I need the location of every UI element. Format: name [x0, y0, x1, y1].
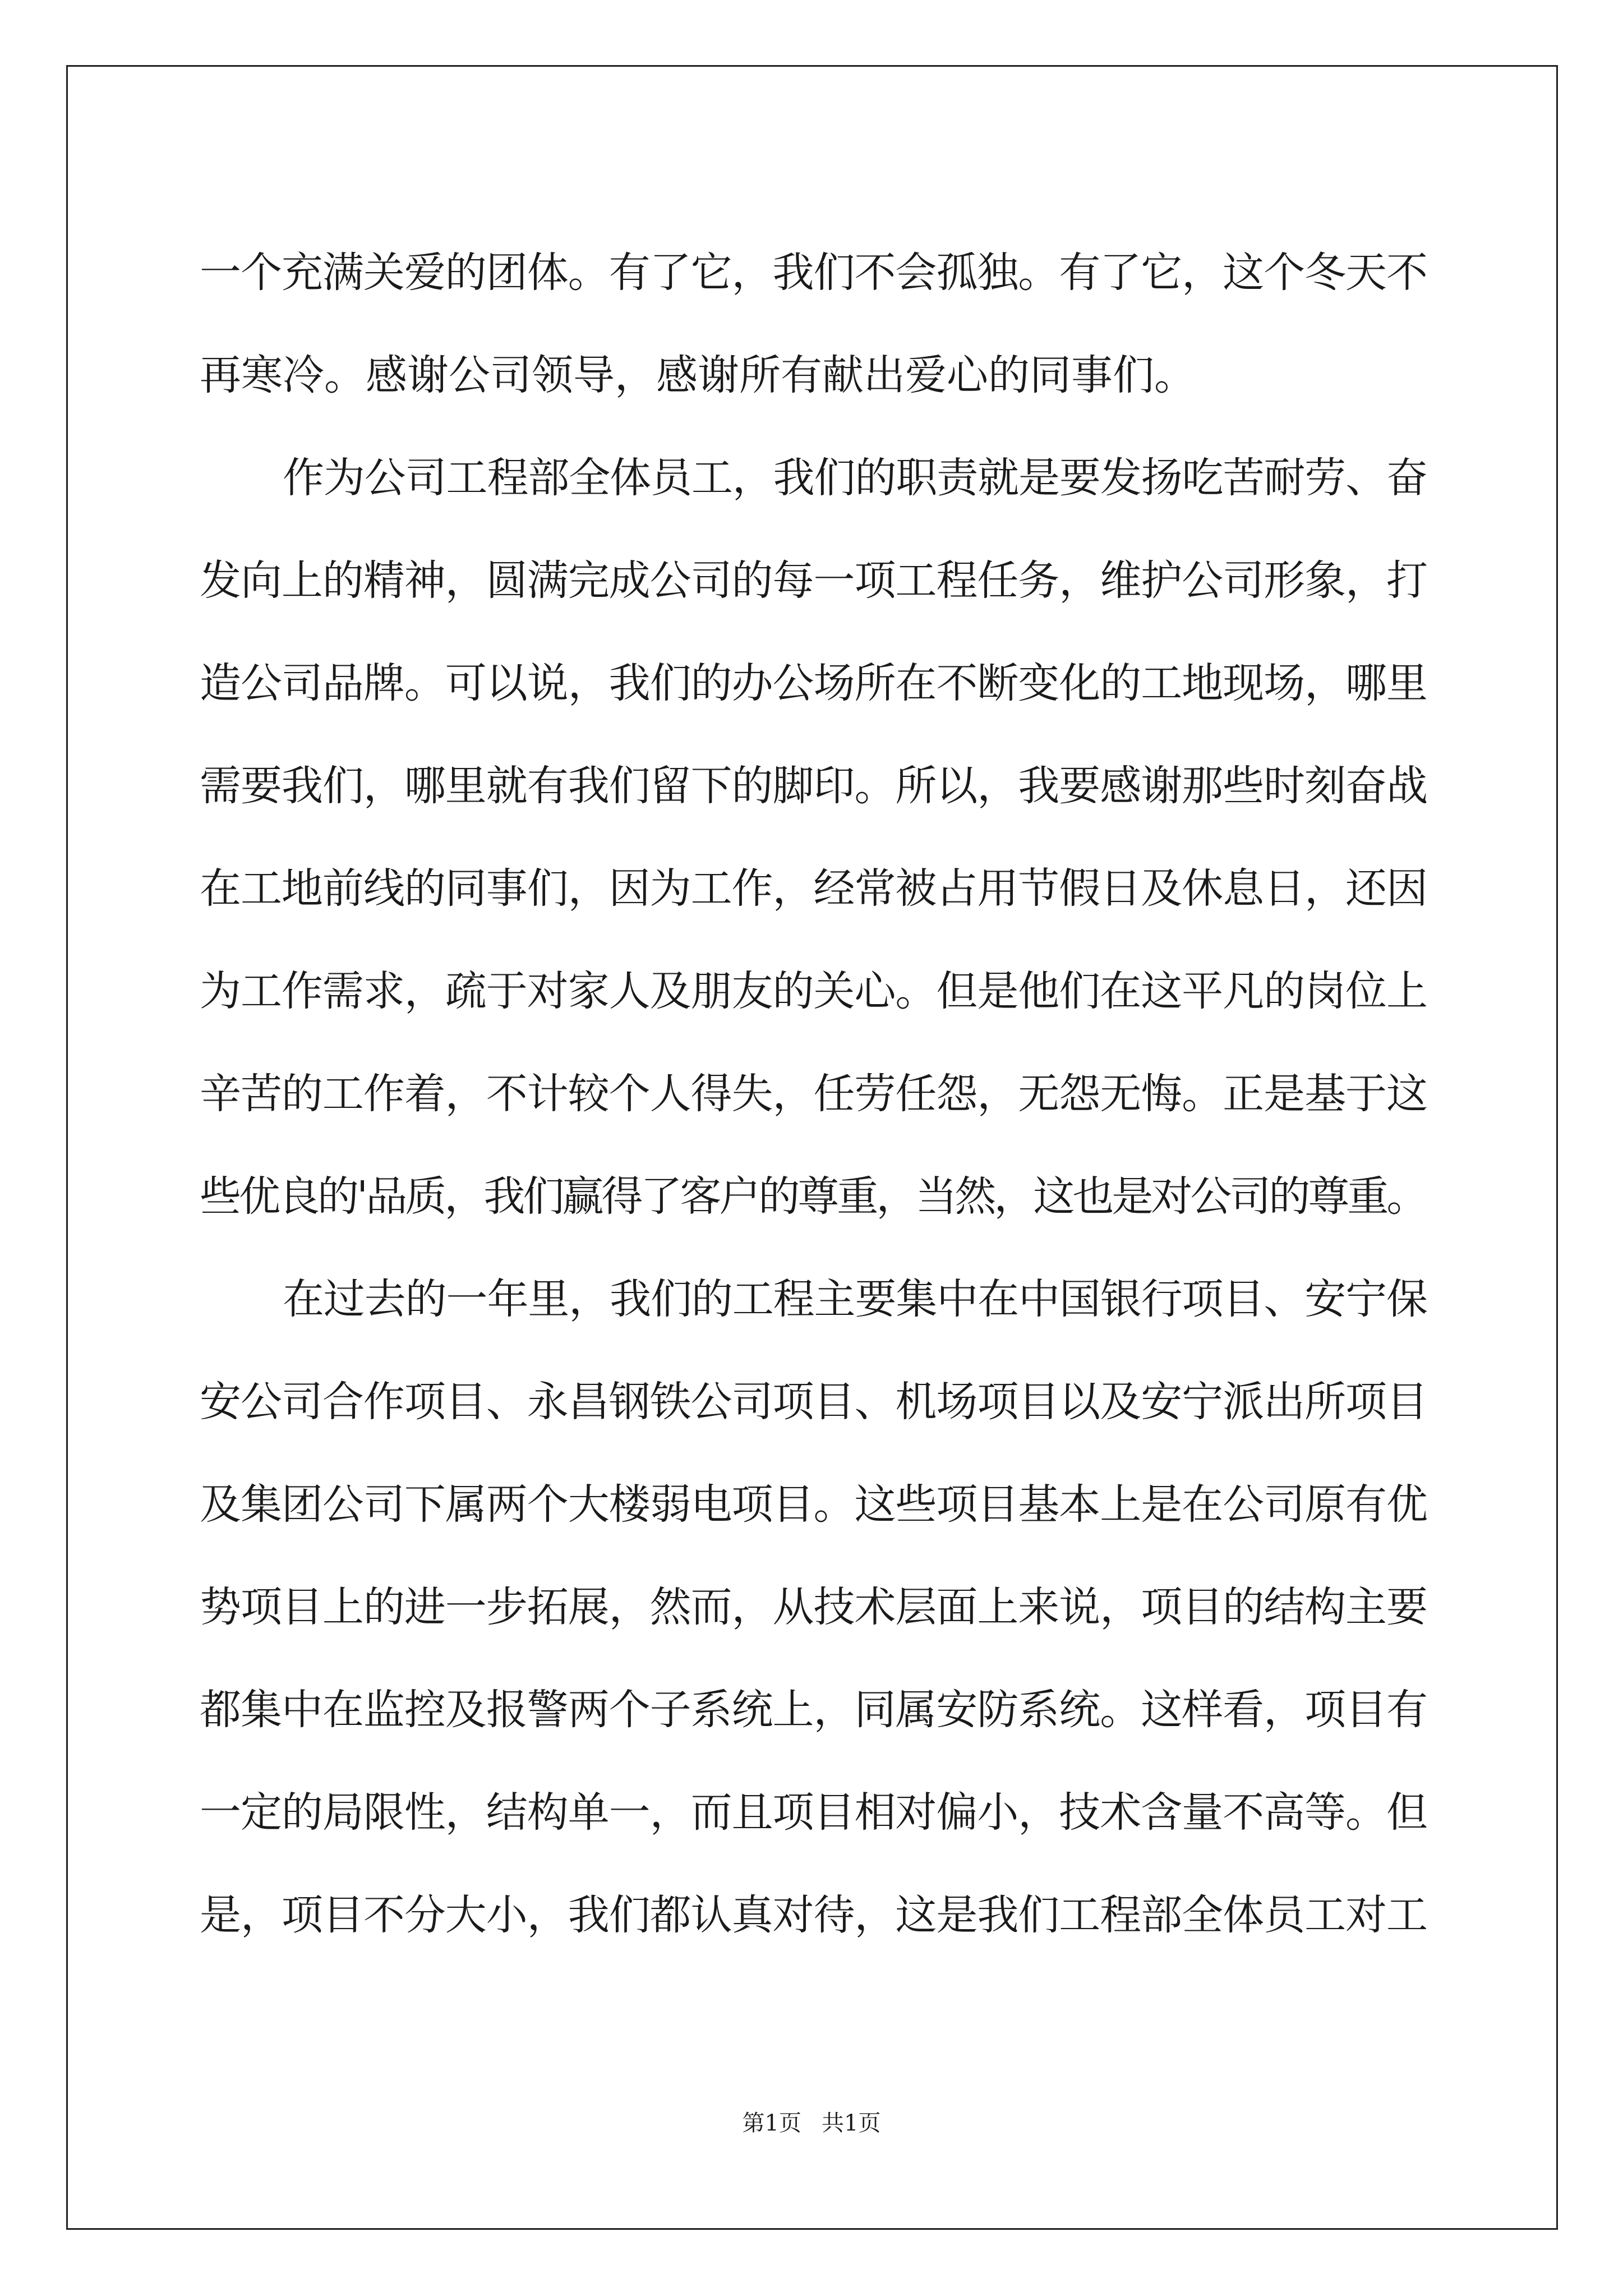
text-line: 造公司品牌。可以说，我们的办公场所在不断变化的工地现场，哪里: [200, 659, 1427, 707]
text-line: 发向上的精神，圆满完成公司的每一项工程任务，维护公司形象，打: [200, 556, 1427, 605]
text-line: 需要我们，哪里就有我们留下的脚印。所以，我要感谢那些时刻奋战: [200, 762, 1427, 810]
text-line: 再寒冷。感谢公司领导，感谢所有献出爱心的同事们。: [200, 351, 1196, 399]
text-line: 及集团公司下属两个大楼弱电项目。这些项目基本上是在公司原有优: [200, 1480, 1427, 1529]
text-line: 是，项目不分大小，我们都认真对待，这是我们工程部全体员工对工: [200, 1891, 1427, 1939]
document-body: [200, 222, 1428, 1967]
page-footer: [0, 2105, 1623, 2137]
text-line: 作为公司工程部全体员工，我们的职责就是要发扬吃苦耐劳、奋: [283, 454, 1427, 502]
text-line: 在工地前线的同事们，因为工作，经常被占用节假日及休息日，还因: [200, 864, 1427, 913]
text-line: 为工作需求，疏于对家人及朋友的关心。但是他们在这平凡的岗位上: [200, 967, 1427, 1015]
page-number: 第1页: [742, 2110, 801, 2136]
text-line: 势项目上的进一步拓展，然而，从技术层面上来说，项目的结构主要: [200, 1583, 1427, 1631]
text-line: 一定的局限性，结构单一，而且项目相对偏小，技术含量不高等。但: [200, 1788, 1427, 1837]
text-line: 一个充满关爱的团体。有了它，我们不会孤独。有了它，这个冬天不: [200, 249, 1427, 297]
page-total: 共1页: [822, 2110, 881, 2136]
text-line: 安公司合作项目、永昌钢铁公司项目、机场项目以及安宁派出所项目: [200, 1378, 1427, 1426]
text-line: 在过去的一年里，我们的工程主要集中在中国银行项目、安宁保: [283, 1275, 1427, 1323]
text-line: 都集中在监控及报警两个子系统上，同属安防系统。这样看，项目有: [200, 1686, 1427, 1734]
text-line: 些优良的'品质，我们赢得了客户的尊重，当然，这也是对公司的尊重。: [200, 1172, 1426, 1221]
text-line: 辛苦的工作着，不计较个人得失，任劳任怨，无怨无悔。正是基于这: [200, 1070, 1427, 1118]
